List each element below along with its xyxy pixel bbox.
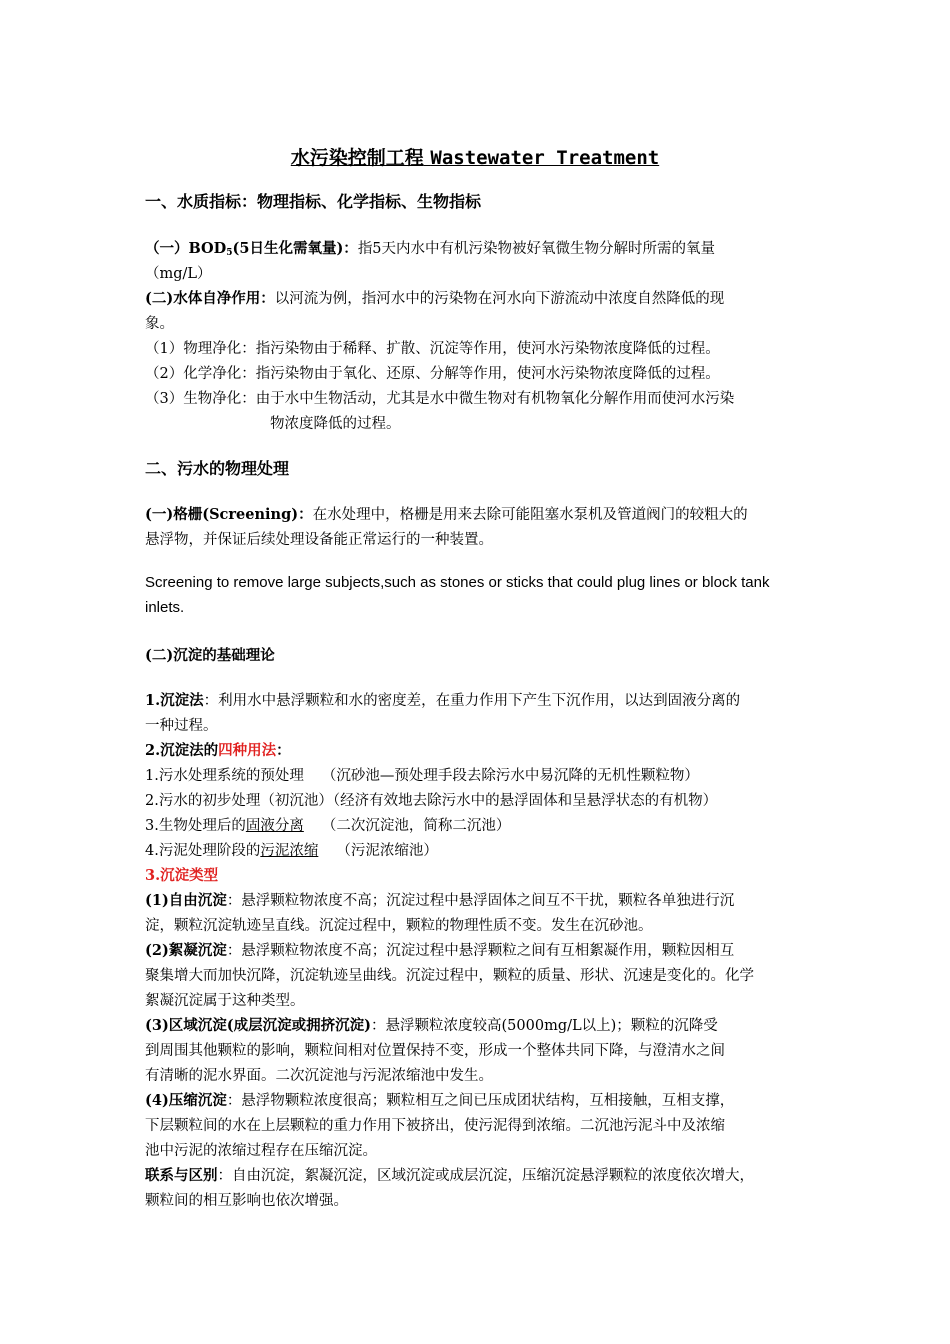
relationship-cont: 颗粒间的相互影响也依次增强。 [145, 1193, 348, 1209]
four-uses-highlight: 四种用法 [218, 742, 277, 759]
bod-definition [145, 239, 715, 263]
type-compression-settling: (4)压缩沉淀：悬浮物颗粒浓度很高；颗粒相互之间已压成团状结构，互相接触，互相支撑， [145, 1092, 735, 1109]
screening-english-cont: inlets. [145, 599, 185, 616]
bod-label: （一）$BOD_5(5$日生化需氧量)： [145, 240, 358, 258]
screening-definition-cont: 悬浮物，并保证后续处理设备能正常运行的一种装置。 [145, 532, 493, 548]
screening-text: 在水处理中，格栅是用来去除可能阻塞水泵机及管道阀门的较粗大的 [312, 507, 748, 523]
self-purification-cont: 象。 [145, 316, 174, 332]
physical-purification: （1）物理净化：指污染物由于稀释、扩散、沉淀等作用，使河水污染物浓度降低的过程。 [145, 341, 720, 357]
type-flocculent-settling: (2)絮凝沉淀：悬浮颗粒物浓度不高；沉淀过程中悬浮颗粒之间有互相絮凝作用，颗粒因相互 [145, 942, 735, 959]
four-uses-heading: 2.沉淀法的四种用法： [145, 742, 291, 759]
biological-purification-cont: 物浓度降低的过程。 [270, 416, 401, 432]
title-en: Wastewater Treatment [430, 147, 660, 169]
use-2: 2.污水的初步处理（初沉池）（经济有效地去除污水中的悬浮固体和呈悬浮状态的有机物） [145, 793, 718, 809]
screening-definition [145, 505, 748, 525]
type-compression-settling-cont: 下层颗粒间的水在上层颗粒的重力作用下被挤出，使污泥得到浓缩。二沉池污泥斗中及浓缩 [145, 1118, 725, 1134]
page-title [0, 144, 950, 172]
relationship: 联系与区别：自由沉淀，絮凝沉淀，区域沉淀或成层沉淀，压缩沉淀悬浮颗粒的浓度依次增大， [145, 1167, 754, 1184]
self-purification-label: (二)水体自净作用： [145, 290, 275, 307]
section-heading-physical-treatment: 二、污水的物理处理 [145, 459, 290, 478]
screening-english: Screening to remove large subjects,such as stones or sticks that could plug lines or block tank [145, 574, 770, 591]
bod-text: 指5天内水中有机污染物被好氧微生物分解时所需的氧量 [357, 241, 716, 257]
type-zone-settling-cont: 到周围其他颗粒的影响，颗粒间相对位置保持不变，形成一个整体共同下降，与澄清水之间 [145, 1043, 725, 1059]
biological-purification: （3）生物净化：由于水中生物活动，尤其是水中微生物对有机物氧化分解作用而使河水污染 [145, 391, 735, 407]
type-flocculent-settling-cont: 聚集增大而加快沉降，沉淀轨迹呈曲线。沉淀过程中，颗粒的质量、形状、沉速是变化的。化学 [145, 968, 754, 984]
type-compression-settling-cont2: 池中污泥的浓缩过程存在压缩沉淀。 [145, 1143, 377, 1159]
self-purification-text: 以河流为例，指河水中的污染物在河水向下游流动中浓度自然降低的现 [274, 291, 725, 307]
sedimentation-types-heading: 3.沉淀类型 [145, 867, 219, 884]
title-cn: 水污染控制工程 [290, 147, 424, 169]
bod-unit: （mg/L） [145, 266, 212, 282]
sedimentation-method [145, 691, 740, 711]
sedimentation-method-cont: 一种过程。 [145, 718, 218, 734]
type-flocculent-settling-cont2: 絮凝沉淀属于这种类型。 [145, 993, 305, 1009]
method-label: 1.沉淀法 [145, 692, 204, 709]
self-purification [145, 289, 724, 309]
use-3: 3.生物处理后的固液分离 （二次沉淀池，简称二沉池） [145, 818, 511, 834]
use-1: 1.污水处理系统的预处理 （沉砂池—预处理手段去除污水中易沉降的无机性颗粒物） [145, 768, 699, 784]
chemical-purification: （2）化学净化：指污染物由于氧化、还原、分解等作用，使河水污染物浓度降低的过程。 [145, 366, 720, 382]
type-free-settling-cont: 淀，颗粒沉淀轨迹呈直线。沉淀过程中，颗粒的物理性质不变。发生在沉砂池。 [145, 918, 653, 934]
section-heading-water-quality: 一、水质指标：物理指标、化学指标、生物指标 [145, 192, 482, 211]
type-free-settling: (1)自由沉淀：悬浮颗粒物浓度不高；沉淀过程中悬浮固体之间互不干扰，颗粒各单独进行沉 [145, 892, 735, 909]
use-4: 4.污泥处理阶段的污泥浓缩 （污泥浓缩池） [145, 843, 438, 859]
screening-label: (一)格栅(Screening)： [145, 506, 313, 523]
type-zone-settling: (3)区域沉淀(成层沉淀或拥挤沉淀)：悬浮颗粒浓度较高(5000mg/L以上)；颗粒的沉降受 [145, 1017, 718, 1034]
sedimentation-theory-heading: (二)沉淀的基础理论 [145, 647, 275, 664]
type-zone-settling-cont2: 有清晰的泥水界面。二次沉淀池与污泥浓缩池中发生。 [145, 1068, 493, 1084]
method-text: ：利用水中悬浮颗粒和水的密度差，在重力作用下产生下沉作用，以达到固液分离的 [203, 693, 741, 709]
